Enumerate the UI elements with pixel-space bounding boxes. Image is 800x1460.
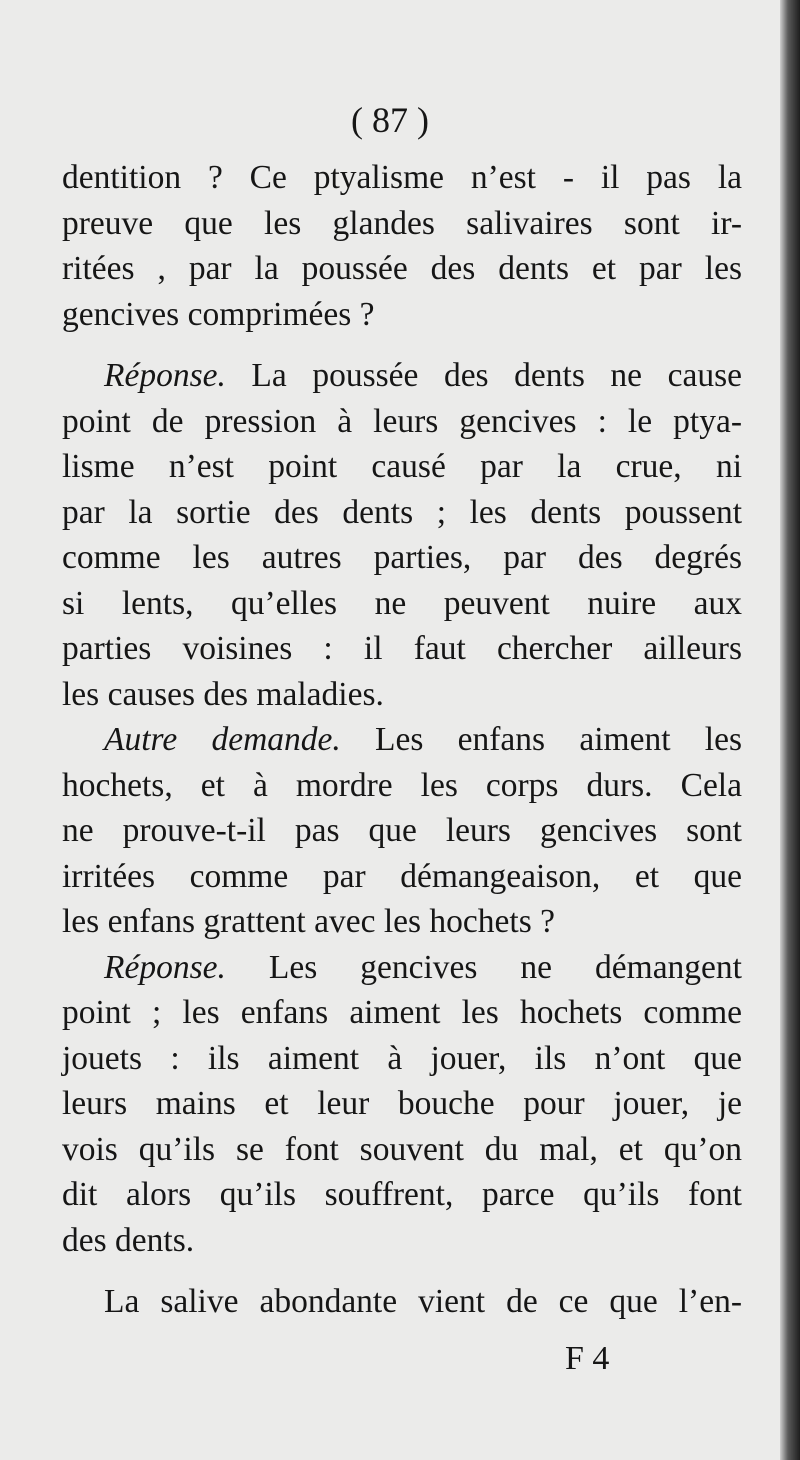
paragraph [62,717,742,945]
paragraph [62,945,742,1264]
text-line: des dents. [62,1221,195,1259]
text-line: gencives comprimées ? [62,295,375,333]
text-line: si lents, qu’elles ne peuvent nuire aux [62,584,742,622]
text-line: irritées comme par démangeaison, et que [62,857,742,895]
text-line: Réponse. La poussée des dents ne cause [104,357,742,394]
text-line: point ; les enfans aiment les hochets comme [62,994,742,1031]
paragraph [62,1279,742,1325]
text-line: comme les autres parties, par des degrés [62,539,742,576]
text-line: les causes des maladies. [62,675,384,713]
body-text [62,155,742,1325]
text-line: parties voisines : il faut chercher ailleurs [62,630,742,667]
text-line: Autre demande. Les enfans aiment les [104,721,742,758]
paragraph [62,353,742,717]
text-line: ne prouve-t-il pas que leurs gencives sont [62,812,742,849]
text-line: dentition ? Ce ptyalisme n’est - il pas la [62,159,742,196]
text-line: les enfans grattent avec les hochets ? [62,903,555,940]
text-line: vois qu’ils se font souvent du mal, et qu’on [62,1130,742,1168]
paragraph-lead: Autre demande. [104,721,341,758]
text-line: preuve que les glandes salivaires sont ir- [62,204,742,242]
page-edge [780,0,800,1460]
text-line: hochets, et à mordre les corps durs. Cela [62,766,742,804]
paragraph [62,155,742,337]
text-line: lisme n’est point causé par la crue, ni [62,448,742,485]
paragraph-lead: Réponse. [104,357,226,394]
text-line: jouets : ils aiment à jouer, ils n’ont que [62,1039,742,1077]
page-number: ( 87 ) [351,100,429,140]
paragraph-lead: Réponse. [104,948,226,986]
text-line: point de pression à leurs gencives : le ptya- [62,402,742,440]
text-line: Réponse. Les gencives ne démangent [104,948,742,986]
text-line: leurs mains et leur bouche pour jouer, je [62,1085,742,1122]
signature-mark: F 4 [565,1340,610,1377]
text-line: par la sortie des dents ; les dents poussent [62,493,742,531]
text-line: ritées , par la poussée des dents et par les [62,250,742,287]
text-line: dit alors qu’ils souffrent, parce qu’ils font [62,1176,742,1213]
text-line: La salive abondante vient de ce que l’en- [104,1283,742,1320]
